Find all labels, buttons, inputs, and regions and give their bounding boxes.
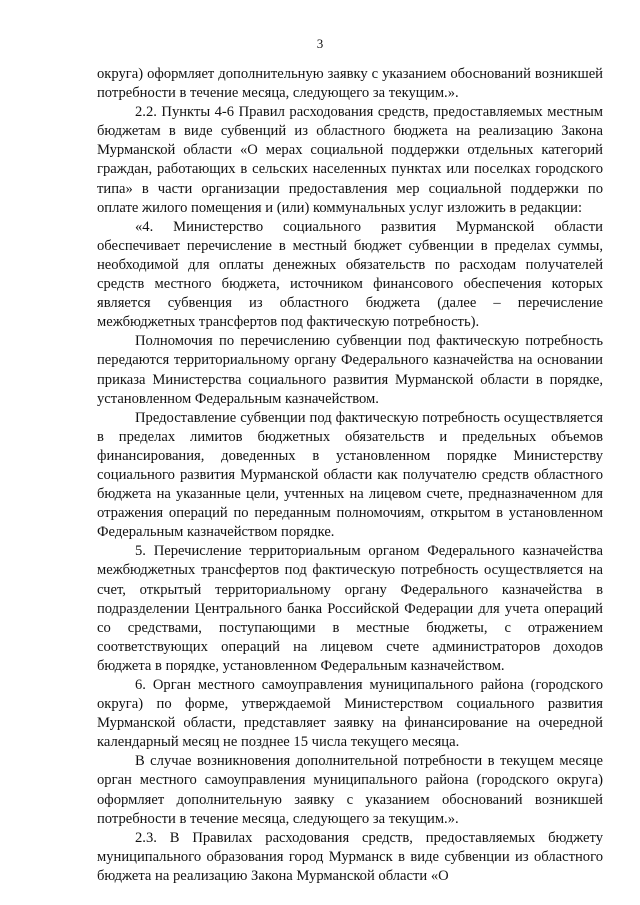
paragraph-powers: Полномочия по перечислению субвенции под фактическую потребность передаются территориальному органу Федерального казначейства на основании приказа Министерства социального развития Мурманской области в порядке, установленном Федеральным казначейством. xyxy=(97,333,603,407)
paragraph-additional-need: В случае возникновения дополнительной потребности в текущем месяце орган местного самоуправления муниципального района (городского округа) оформляет дополнительную заявку с указанием обоснований возникшей потребности в течение месяца, следующего за текущим.». xyxy=(97,753,603,827)
document-body xyxy=(97,65,603,886)
paragraph-point-5: 5. Перечисление территориальным органом Федерального казначейства межбюджетных трансфертов под фактическую потребность осуществляется на счет, открытый территориальному органу Федерального казначейства в подразделении Центрального банка Российской Федерации для учета операций со средствами, поступающими в местные бюджеты, с отражением соответствующих операций на лицевом счете администраторов доходов бюджета в порядке, установленном Федеральным казначейством. xyxy=(97,543,603,674)
paragraph-provision: Предоставление субвенции под фактическую потребность осуществляется в пределах лимитов бюджетных обязательств и предельных объемов финансирования, доведенных в установленном порядке Министерству социального развития Мурманской области как получателю средств областного бюджета на указанные цели, учтенных на лицевом счете, предназначенном для отражения операций по переданным полномочиям, открытом в установленном Федеральным казначейством порядке. xyxy=(97,409,603,541)
paragraph-2-3: 2.3. В Правилах расходования средств, предоставляемых бюджету муниципального образования город Мурманск в виде субвенции из областного бюджета на реализацию Закона Мурманской области «О xyxy=(97,829,603,884)
paragraph-point-6: 6. Орган местного самоуправления муниципального района (городского округа) по форме, утверждаемой Министерством социального развития Мурманской области, представляет заявку на финансирование на очередной календарный месяц не позднее 15 числа текущего месяца. xyxy=(97,677,603,751)
paragraph-point-4: «4. Министерство социального развития Мурманской области обеспечивает перечисление в местный бюджет субвенции в пределах суммы, необходимой для оплаты денежных обязательств по расходам получателей средств местного бюджета, источником финансового обеспечения которых является субвенция из областного бюджета (далее – перечисление межбюджетных трансфертов под фактическую потребность). xyxy=(97,218,603,331)
page-number: 3 xyxy=(316,36,324,51)
paragraph-2-2: 2.2. Пункты 4-6 Правил расходования средств, предоставляемых местным бюджетам в виде субвенций из областного бюджета на реализацию Закона Мурманской области «О мерах социальной поддержки отдельных категорий граждан, работающих в сельских населенных пунктах или поселках городского типа» в части организации предоставления мер социальной поддержки по оплате жилого помещения и (или) коммунальных услуг изложить в редакции: xyxy=(97,104,603,216)
paragraph-continuation: округа) оформляет дополнительную заявку с указанием обоснований возникшей потребности в течение месяца, следующего за текущим.». xyxy=(97,66,603,102)
